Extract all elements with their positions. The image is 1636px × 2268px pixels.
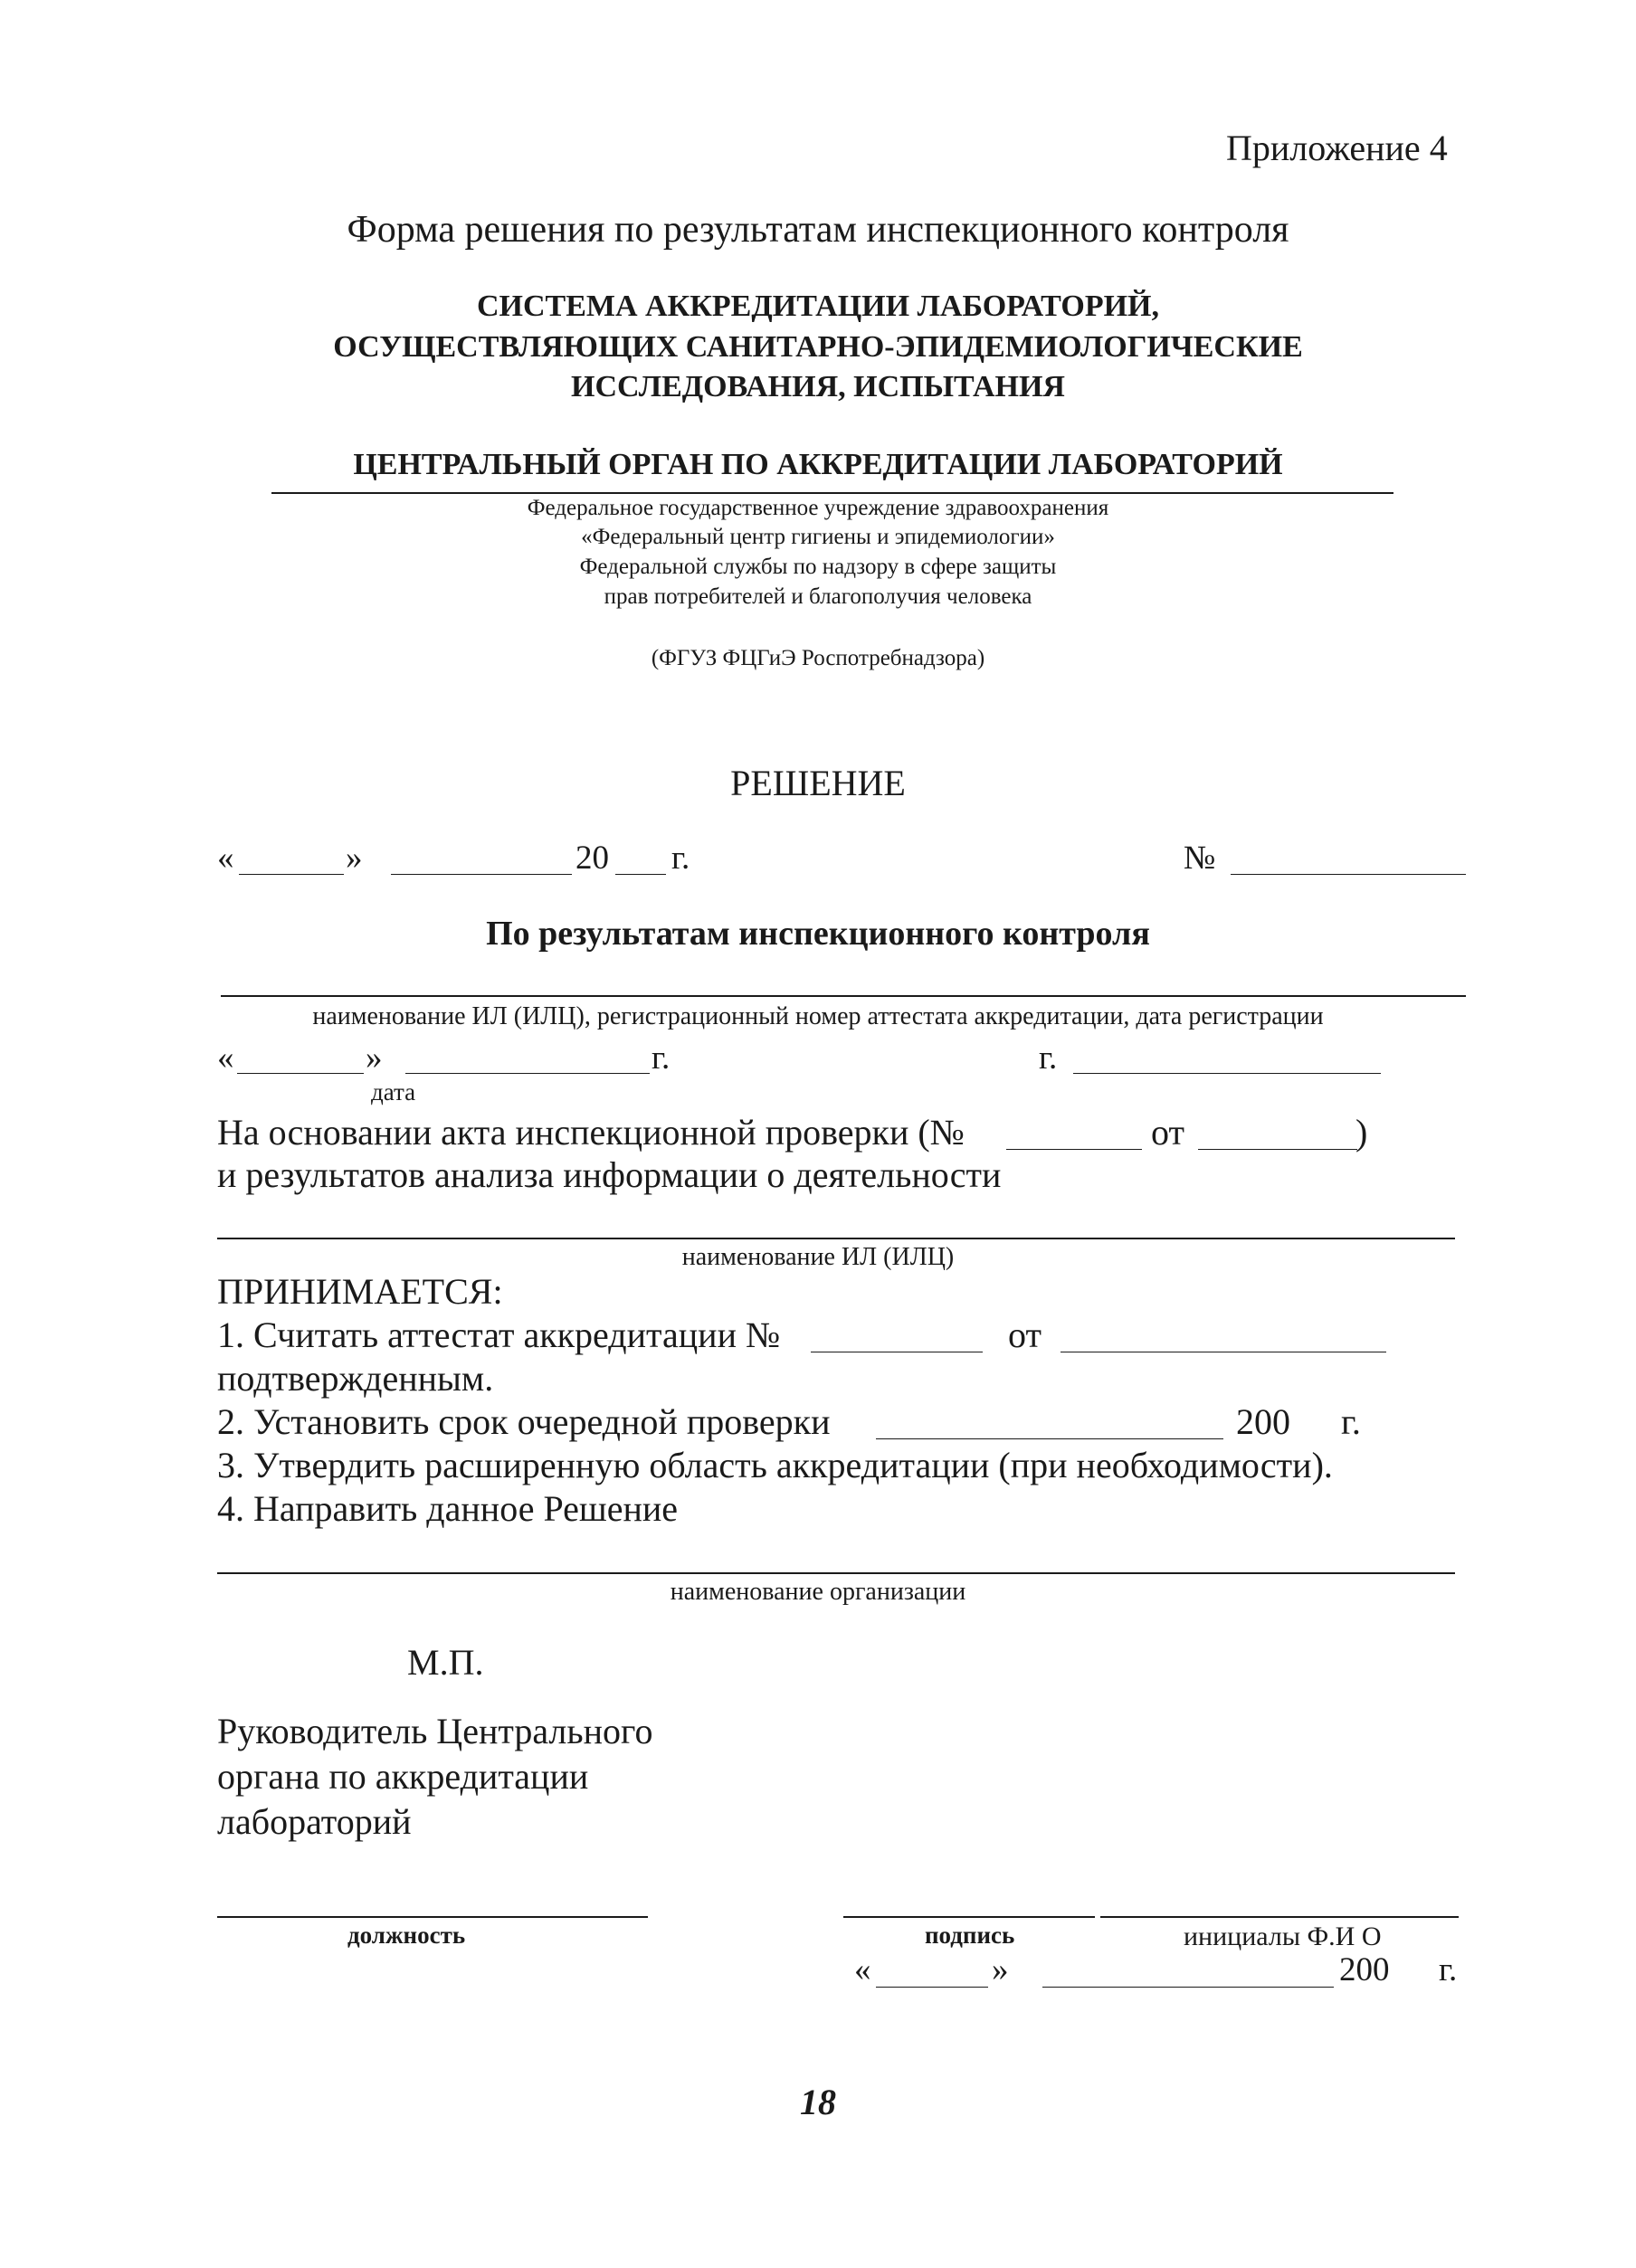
institution-line-4: прав потребителей и благополучия человека	[604, 584, 1032, 609]
caption-organization: наименование организации	[670, 1578, 966, 1606]
system-title-line-2: ОСУЩЕСТВЛЯЮЩИХ САНИТАРНО-ЭПИДЕМИОЛОГИЧЕСКИЕ	[333, 330, 1303, 364]
sign-month-blank	[1042, 1987, 1334, 1988]
number-blank	[1231, 874, 1466, 875]
header-rule	[271, 492, 1393, 494]
lab-short-line	[217, 1238, 1455, 1239]
position-line	[217, 1916, 648, 1918]
institution-line-3: Федеральной службы по надзору в сфере защиты	[579, 555, 1057, 579]
institution-line-1: Федеральное государственное учреждение здравоохранения	[527, 496, 1109, 520]
item-4-text: 4. Направить данное Решение	[217, 1488, 679, 1529]
sign-date-open-quote: «	[854, 1951, 871, 1988]
decision-subject: По результатам инспекционного контроля	[486, 915, 1150, 953]
caption-lab: наименование ИЛ (ИЛЦ), регистрационный номер аттестата аккредитации, дата регистрации	[312, 1002, 1324, 1030]
caption-signature: подпись	[925, 1922, 1015, 1949]
item-2-blank	[876, 1438, 1223, 1439]
caption-date: дата	[371, 1078, 416, 1106]
appendix-label: Приложение 4	[1226, 128, 1448, 168]
head-title-line-3: лабораторий	[217, 1801, 412, 1842]
organization-line	[217, 1572, 1455, 1574]
caption-position: должность	[347, 1922, 466, 1949]
date-close-quote: »	[346, 840, 363, 877]
sign-date-close-quote: »	[992, 1951, 1009, 1988]
sign-year: 200	[1339, 1951, 1390, 1988]
signature-line	[843, 1916, 1095, 1918]
basis-text-line-2: и результатов анализа информации о деятельности	[217, 1154, 1002, 1195]
year-suffix: г.	[671, 840, 690, 877]
institution-line-2: «Федеральный центр гигиены и эпидемиологии»	[581, 525, 1055, 549]
head-title-line-2: органа по аккредитации	[217, 1756, 589, 1797]
item-1-text: 1. Считать аттестат аккредитации №	[217, 1314, 781, 1355]
reg-g2-blank	[1073, 1073, 1381, 1074]
system-title-line-1: СИСТЕМА АККРЕДИТАЦИИ ЛАБОРАТОРИЙ,	[477, 289, 1159, 323]
decision-title: РЕШЕНИЕ	[730, 763, 906, 803]
item-3-text: 3. Утвердить расширенную область аккредитации (при необходимости).	[217, 1445, 1333, 1485]
sign-year-suffix: г.	[1439, 1951, 1458, 1988]
basis-text: На основании акта инспекционной проверки (№	[217, 1112, 965, 1153]
month-blank	[391, 874, 572, 875]
item-2-text: 2. Установить срок очередной проверки	[217, 1401, 831, 1442]
reg-open-quote: «	[217, 1039, 234, 1077]
head-title-line-1: Руководитель Центрального	[217, 1711, 653, 1751]
central-body-title: ЦЕНТРАЛЬНЫЙ ОРГАН ПО АККРЕДИТАЦИИ ЛАБОРАТОРИЙ	[353, 448, 1283, 481]
year-blank	[615, 874, 666, 875]
day-blank	[239, 874, 344, 875]
caption-lab-short: наименование ИЛ (ИЛЦ)	[681, 1243, 955, 1271]
system-title-line-3: ИССЛЕДОВАНИЯ, ИСПЫТАНИЯ	[571, 370, 1065, 403]
form-title: Форма решения по результатам инспекционного контроля	[347, 209, 1289, 251]
basis-from: от	[1151, 1112, 1184, 1153]
year-prefix: 20	[575, 840, 609, 877]
accepted-heading: ПРИНИМАЕТСЯ:	[217, 1271, 503, 1312]
basis-close-paren: )	[1355, 1112, 1368, 1153]
reg-year-suffix: г.	[652, 1039, 671, 1077]
date-open-quote: «	[217, 840, 234, 877]
reg-g2: г.	[1039, 1039, 1058, 1077]
lab-name-line	[221, 995, 1466, 997]
reg-day-blank	[237, 1073, 364, 1074]
item-2-year: 200	[1236, 1401, 1290, 1442]
stamp-label: М.П.	[407, 1642, 484, 1683]
page-number: 18	[800, 2082, 836, 2122]
item-2-suffix: г.	[1341, 1401, 1361, 1442]
reg-month-blank	[405, 1073, 650, 1074]
number-sign: №	[1184, 840, 1216, 877]
reg-close-quote: »	[366, 1039, 383, 1077]
initials-line	[1100, 1916, 1459, 1918]
item-1-continuation: подтвержденным.	[217, 1358, 494, 1399]
institution-short-name: (ФГУЗ ФЦГиЭ Роспотребнадзора)	[651, 646, 985, 670]
item-1-from: от	[1008, 1314, 1042, 1355]
sign-day-blank	[876, 1987, 988, 1988]
basis-number-blank	[1006, 1149, 1142, 1150]
caption-initials: инициалы Ф.И О	[1184, 1922, 1382, 1951]
basis-date-blank	[1198, 1149, 1357, 1150]
